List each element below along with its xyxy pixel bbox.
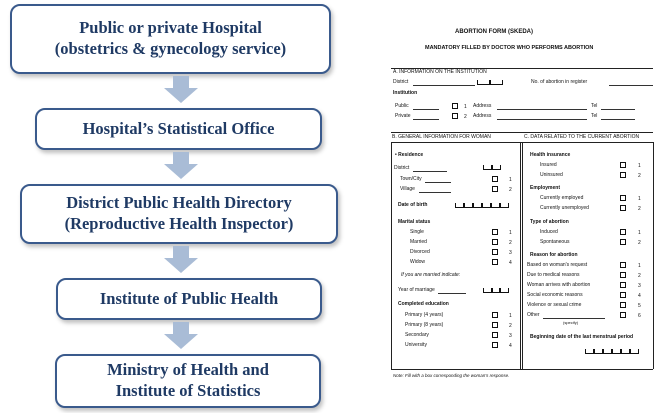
employment-label: Employment (530, 185, 561, 191)
checkbox[interactable] (452, 103, 458, 109)
dob-label: Date of birth (398, 202, 428, 208)
checkbox[interactable] (492, 186, 498, 192)
checkbox[interactable] (492, 259, 498, 265)
reason-5-label: Violence or sexual crime (527, 302, 582, 308)
married-label: Married (410, 239, 427, 245)
checkbox[interactable] (620, 262, 626, 268)
down-arrow-icon (163, 322, 199, 350)
flow-box-statistical-office (35, 108, 322, 150)
abortion-number-label: No. of abortion in register (531, 79, 588, 85)
address-label: Address (473, 103, 492, 109)
flow-box-statistical-office-line1: Hospital’s Statistical Office (82, 118, 275, 138)
if-married-note: If you are married indicate: (401, 272, 461, 278)
marital-status-label: Marital status (398, 219, 431, 225)
uninsured-label: Uninsured (540, 172, 563, 178)
checkbox[interactable] (620, 312, 626, 318)
unemployed-label: Currently unemployed (540, 205, 589, 211)
tel-label: Tel (591, 103, 598, 109)
residence-label: • Residence (395, 152, 424, 158)
flow-box-hospital-line1: Public or private Hospital (79, 18, 262, 38)
lmp-label: Beginning date of the last menstrual period (530, 334, 634, 340)
down-arrow-icon (163, 246, 199, 274)
form-note: Note: Fill with a box corresponding the woman's response. (393, 373, 510, 378)
flow-box-ministry-line2: Institute of Statistics (115, 381, 261, 400)
divorced-label: Divorced (410, 249, 430, 255)
single-label: Single (410, 229, 424, 235)
checkbox[interactable] (492, 239, 498, 245)
specify-label: (specify) (563, 320, 579, 325)
primary8-label: Primary (8 years) (405, 322, 444, 328)
primary4-label: Primary (4 years) (405, 312, 444, 318)
checkbox[interactable] (492, 249, 498, 255)
reason-label: Reason for abortion (530, 252, 578, 258)
down-arrow-icon (163, 76, 199, 104)
reason-1-label: Based on woman's request (527, 262, 588, 268)
down-arrow-icon (163, 152, 199, 180)
section-c-title: C. DATA RELATED TO THE CURRENT ABORTION (524, 134, 640, 140)
reason-3-label: Woman arrives with abortion (527, 282, 591, 288)
flow-box-district-directory-line1: District Public Health Directory (66, 193, 292, 213)
town-label: Town/City (400, 176, 422, 182)
reason-4-label: Social economic reasons (527, 292, 583, 298)
flow-box-district-directory (20, 184, 338, 244)
district-label: District (393, 79, 409, 85)
insurance-label: Health insurance (530, 152, 571, 158)
checkbox[interactable] (452, 113, 458, 119)
secondary-label: Secondary (405, 332, 429, 338)
flow-box-institute-public-health (56, 278, 322, 320)
flow-box-ministry (55, 354, 321, 408)
checkbox[interactable] (620, 162, 626, 168)
checkbox[interactable] (620, 229, 626, 235)
employed-label: Currently employed (540, 195, 584, 201)
checkbox[interactable] (492, 312, 498, 318)
checkbox[interactable] (492, 332, 498, 338)
form-subtitle: MANDATORY FILLED BY DOCTOR WHO PERFORMS ABORTION (425, 45, 594, 51)
village-label: Village (400, 186, 415, 192)
abortion-type-label: Type of abortion (530, 219, 569, 225)
tel-label: Tel (591, 113, 598, 119)
checkbox[interactable] (492, 322, 498, 328)
checkbox[interactable] (492, 342, 498, 348)
section-a-title: A. INFORMATION ON THE INSTITUTION (393, 69, 487, 75)
flow-box-ministry-line1: Ministry of Health and (107, 360, 269, 380)
public-label: Public (395, 103, 409, 109)
abortion-form: ABORTION FORM (SKEDA) MANDATORY FILLED BY DOCTOR WHO PERFORMS ABORTION A. INFORMATION ON THE INSTITUTION District No. of abortion in register Institution Public 1 Address Tel Private 2 Address Tel B. GENERAL INFORMATION FOR WOMAN C. DATA RELATED TO THE CURRENT ABORTION • Residence District Town/City 1 Village 2 Date of birth Marital status Single 1 Married 2 Divorced 3 Widow 4 If you are married indicate: Year of marriage Completed education Primary (4 years) 1 Primary (8 years) 2 Secondary 3 University 4 Health insurance Insured 1 Uninsured 2 Employment Currently employed 1 Currently unemployed 2 Type of abortion Induced 1 Spontaneous 2 Reason for abortion Based on woman's request 1 Due to medical reasons 2 Woman arrives with abortion 3 Social economic reasons 4 Violence or sexual crime 5 Other 6 (specify) Beginning date of the last menstrual period Note: Fill with a box corresponding the woman's response. (383, 22, 655, 386)
private-label: Private (395, 113, 411, 119)
insured-label: Insured (540, 162, 557, 168)
district-label: District (394, 165, 410, 171)
induced-label: Induced (540, 229, 558, 235)
checkbox[interactable] (620, 272, 626, 278)
university-label: University (405, 342, 427, 348)
flow-box-hospital (10, 4, 331, 74)
widow-label: Widow (410, 259, 426, 265)
checkbox[interactable] (620, 292, 626, 298)
education-label: Completed education (398, 301, 449, 307)
flow-box-district-directory-line2: (Reproductive Health Inspector) (64, 214, 294, 233)
spontaneous-label: Spontaneous (540, 239, 570, 245)
checkbox[interactable] (620, 195, 626, 201)
checkbox[interactable] (492, 229, 498, 235)
section-b-title: B. GENERAL INFORMATION FOR WOMAN (392, 134, 491, 140)
checkbox[interactable] (620, 282, 626, 288)
checkbox[interactable] (620, 239, 626, 245)
form-title: ABORTION FORM (SKEDA) (455, 29, 533, 35)
checkbox[interactable] (620, 172, 626, 178)
checkbox[interactable] (620, 302, 626, 308)
checkbox[interactable] (492, 176, 498, 182)
reason-2-label: Due to medical reasons (527, 272, 580, 278)
reason-6-label: Other (527, 312, 540, 318)
address-label: Address (473, 113, 492, 119)
checkbox[interactable] (620, 205, 626, 211)
flow-box-hospital-line2: (obstetrics & gynecology service) (54, 39, 287, 58)
year-marriage-label: Year of marriage (398, 287, 435, 293)
flow-box-institute-public-health-line1: Institute of Public Health (99, 288, 279, 308)
institution-label: Institution (393, 90, 418, 96)
